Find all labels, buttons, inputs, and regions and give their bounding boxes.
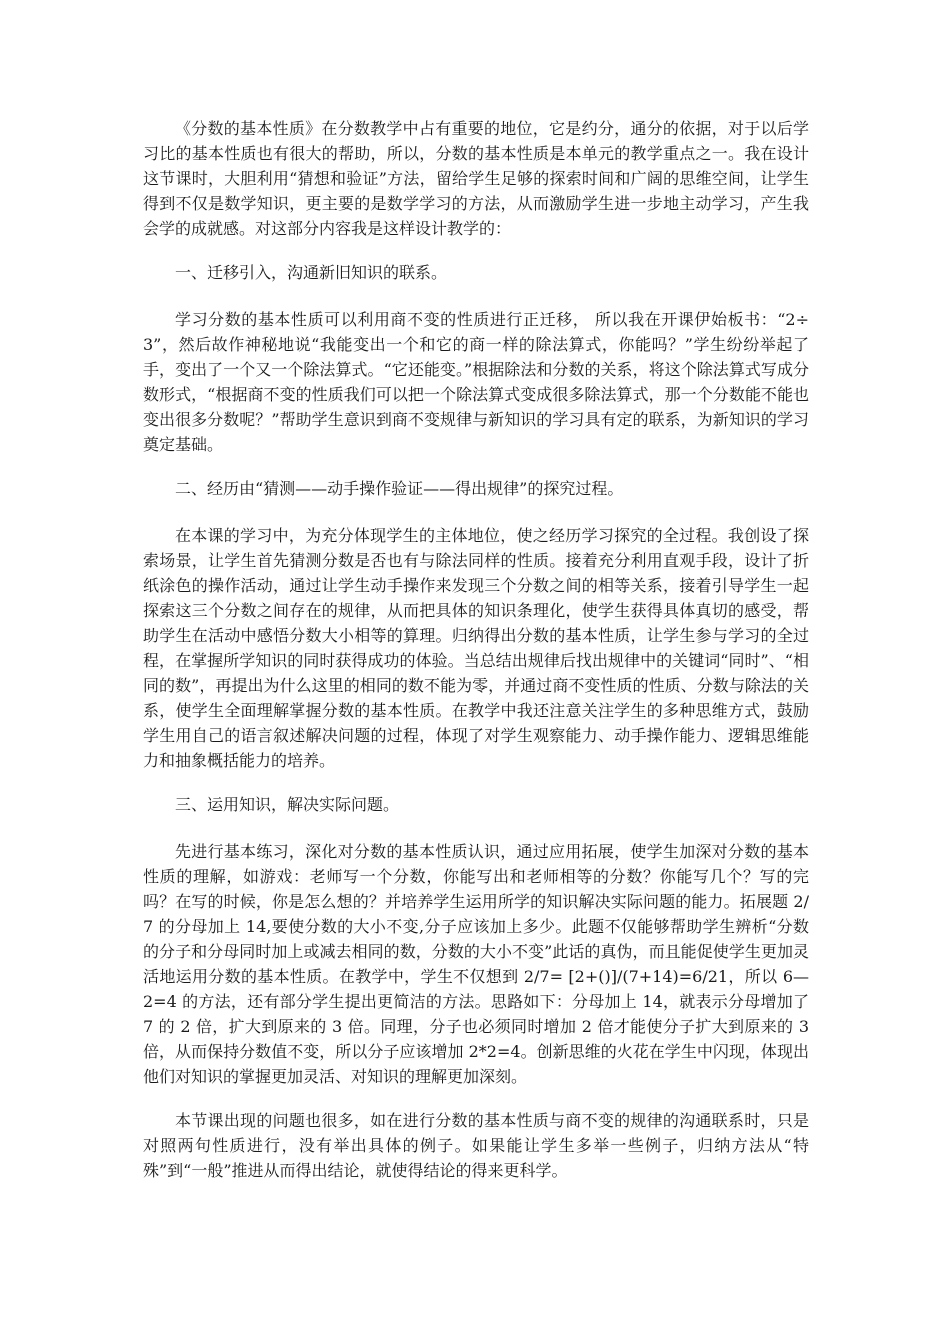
- section-heading-1: 一、迁移引入，沟通新旧知识的联系。: [175, 263, 448, 282]
- section-3-paragraph: 先进行基本练习，深化对分数的基本性质认识，通过应用拓展，使学生加深对分数的基本性质的理解，如游戏：老师写一个分数，你能写出和老师相等的分数？你能写几个？写的完吗？在写的时候，你是怎么想的？并培养学生运用所学的知识解决实际问题的能力。拓展题 2/7 的分母加上 14,要使分数的大小不变,分子应该加上多少。此题不仅能够帮助学生辨析“分数的分子和分母同时加上或减去相同的数，分数的大小不变”此话的真伪，而且能促使学生更加灵活地运用分数的基本性质。在教学中，学生不仅想到 2/7= [2+()]/(7+14)=6/21，所以 6—2=4 的方法，还有部分学生提出更简洁的方法。思路如下：分母加上 14，就表示分母增加了 7 的 2 倍，扩大到原来的 3 倍。同理，分子也必须同时增加 2 倍才能使分子扩大到原来的 3 倍，从而保持分数值不变，所以分子应该增加 2*2=4。创新思维的火花在学生中闪现，体现出他们对知识的掌握更加灵活、对知识的理解更加深刻。: [143, 842, 809, 1086]
- section-1-paragraph: 学习分数的基本性质可以利用商不变的性质进行正迁移， 所以我在开课伊始板书：“2÷3”，然后故作神秘地说“我能变出一个和它的商一样的除法算式，你能吗？”学生纷纷举起了手，变出了一个又一个除法算式。“它还能变。”根据除法和分数的关系，将这个除法算式写成分数形式，“根据商不变的性质我们可以把一个除法算式变成很多除法算式，那一个分数能不能也变出很多分数呢？”帮助学生意识到商不变规律与新知识的学习具有定的联系，为新知识的学习奠定基础。: [143, 310, 809, 454]
- intro-paragraph: 《分数的基本性质》在分数教学中占有重要的地位，它是约分，通分的依据，对于以后学习比的基本性质也有很大的帮助，所以，分数的基本性质是本单元的教学重点之一。我在设计这节课时，大胆利用“猜想和验证”方法，留给学生足够的探索时间和广阔的思维空间，让学生得到不仅是数学知识，更主要的是数学学习的方法，从而激励学生进一步地主动学习，产生我会学的成就感。对这部分内容我是这样设计教学的：: [143, 119, 809, 238]
- document-body: [143, 116, 809, 1202]
- section-2-paragraph: 在本课的学习中，为充分体现学生的主体地位，使之经历学习探究的全过程。我创设了探索场景，让学生首先猜测分数是否也有与除法同样的性质。接着充分利用直观手段，设计了折纸涂色的操作活动，通过让学生动手操作来发现三个分数之间的相等关系，接着引导学生一起探索这三个分数之间存在的规律，从而把具体的知识条理化，使学生获得具体真切的感受，帮助学生在活动中感悟分数大小相等的算理。归纳得出分数的基本性质，让学生参与学习的全过程，在掌握所学知识的同时获得成功的体验。当总结出规律后找出规律中的关键词“同时”、“相同的数”，再提出为什么这里的相同的数不能为零，并通过商不变性质的性质、分数与除法的关系，使学生全面理解掌握分数的基本性质。在教学中我还注意关注学生的多种思维方式，鼓励学生用自己的语言叙述解决问题的过程，体现了对学生观察能力、动手操作能力、逻辑思维能力和抽象概括能力的培养。: [143, 526, 809, 770]
- section-heading-2: 二、经历由“猜测——动手操作验证——得出规律”的探究过程。: [175, 479, 624, 498]
- section-heading-3: 三、运用知识，解决实际问题。: [175, 795, 400, 814]
- reflection-paragraph: 本节课出现的问题也很多，如在进行分数的基本性质与商不变的规律的沟通联系时，只是对照两句性质进行，没有举出具体的例子。如果能让学生多举一些例子，归纳方法从“特殊”到“一般”推进从而得出结论，就使得结论的得来更科学。: [143, 1111, 809, 1180]
